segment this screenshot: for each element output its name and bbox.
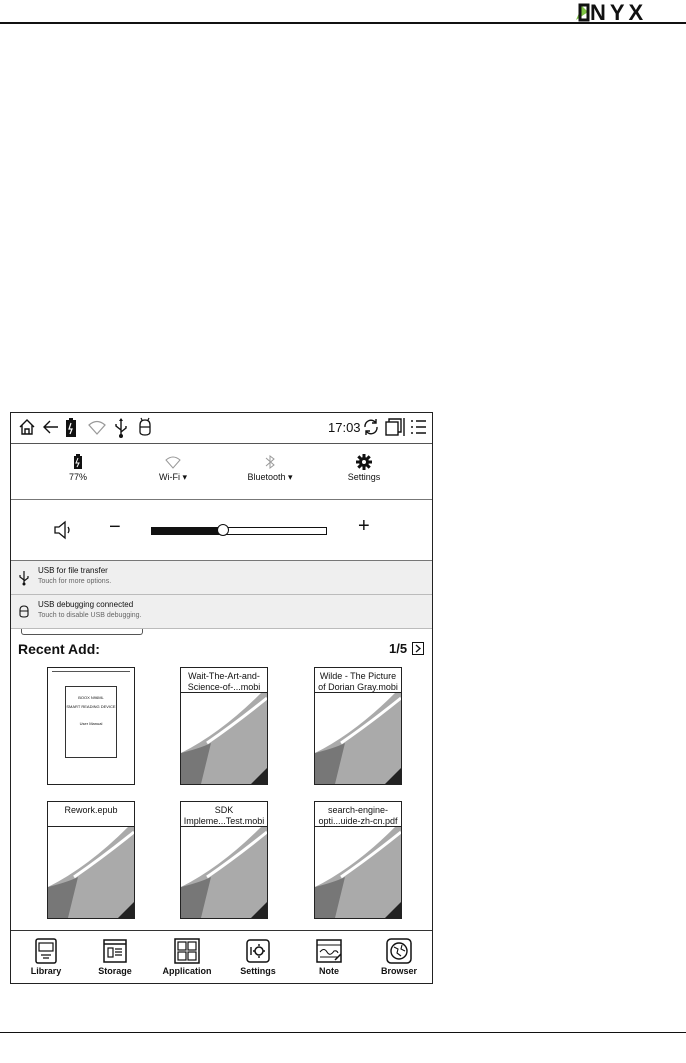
storage-icon xyxy=(101,937,129,965)
settings-icon xyxy=(244,937,272,965)
menu-icon[interactable] xyxy=(409,417,427,437)
android-debug-icon xyxy=(137,417,153,437)
settings-label: Settings xyxy=(347,472,381,482)
dock-label: Application xyxy=(162,966,212,976)
wifi-label: Wi-Fi ▾ xyxy=(158,472,187,482)
back-icon[interactable] xyxy=(41,417,61,437)
header-rule xyxy=(0,22,686,24)
dock-label: Settings xyxy=(240,966,276,976)
cover-line: User Manual xyxy=(79,721,103,726)
speaker-icon xyxy=(53,520,75,540)
dock-library[interactable] xyxy=(11,931,81,984)
volume-knob[interactable] xyxy=(217,524,229,536)
volume-slider[interactable] xyxy=(151,527,327,535)
dock-application[interactable] xyxy=(152,931,222,984)
application-icon xyxy=(173,937,201,965)
book-title: Rework.epub xyxy=(64,805,118,815)
default-cover-art xyxy=(181,693,267,784)
quick-settings-button[interactable] xyxy=(314,444,414,499)
notification-usb[interactable] xyxy=(11,561,432,595)
page-indicator: 1/5 xyxy=(389,641,408,656)
footer-rule xyxy=(0,1032,686,1033)
gear-icon xyxy=(356,454,372,470)
book-item[interactable] xyxy=(314,667,402,785)
onyx-logo xyxy=(574,0,686,22)
quick-battery xyxy=(28,444,128,499)
dock-label: Library xyxy=(30,966,62,976)
next-page-icon[interactable] xyxy=(412,642,424,655)
volume-minus[interactable]: − xyxy=(109,516,121,538)
book-item[interactable] xyxy=(314,801,402,919)
cover-rule xyxy=(52,671,130,672)
browser-icon xyxy=(385,937,413,965)
book-item[interactable] xyxy=(47,801,135,919)
dock-note[interactable] xyxy=(294,931,364,984)
device-screen xyxy=(10,412,433,984)
book-title: Wait-The-Art-and-Science-of-...mobi xyxy=(187,671,261,692)
notification-handle[interactable] xyxy=(21,629,143,635)
dock-settings[interactable] xyxy=(223,931,293,984)
notification-title: USB debugging connected xyxy=(38,600,134,609)
quick-settings xyxy=(11,444,432,500)
default-cover-art xyxy=(48,827,134,918)
clock: 17:03 xyxy=(328,420,361,435)
notification-debug[interactable] xyxy=(11,595,432,629)
notification-title: USB for file transfer xyxy=(38,566,108,575)
battery-icon xyxy=(73,454,83,470)
android-debug-icon xyxy=(18,604,30,618)
default-cover-art xyxy=(315,827,401,918)
volume-fill xyxy=(152,528,222,534)
volume-panel xyxy=(11,500,432,561)
book-item[interactable] xyxy=(47,667,135,785)
recent-title: Recent Add: xyxy=(18,641,100,657)
book-title: SDK Impleme...Test.mobi xyxy=(183,805,265,826)
note-icon xyxy=(315,937,343,965)
dock-label: Storage xyxy=(98,966,132,976)
home-icon[interactable] xyxy=(17,417,37,437)
book-title: search-engine-opti...uide-zh-cn.pdf xyxy=(318,805,398,826)
usb-icon xyxy=(18,570,30,586)
refresh-icon[interactable] xyxy=(361,417,381,437)
dock-label: Note xyxy=(319,966,339,976)
library-icon xyxy=(32,937,60,965)
default-cover-art xyxy=(315,693,401,784)
dock-browser[interactable] xyxy=(364,931,433,984)
wifi-icon xyxy=(165,454,181,470)
multitask-icon[interactable] xyxy=(384,417,406,437)
dock-storage[interactable] xyxy=(80,931,150,984)
bluetooth-label: Bluetooth ▾ xyxy=(247,472,293,482)
book-item[interactable] xyxy=(180,801,268,919)
bluetooth-icon xyxy=(264,454,276,470)
notification-subtitle: Touch for more options. xyxy=(38,578,112,585)
cover-line: SMART READING DEVICE xyxy=(66,704,116,709)
cover-line: BOOX N96ML xyxy=(78,695,104,700)
quick-wifi[interactable] xyxy=(123,444,223,499)
volume-plus[interactable]: + xyxy=(358,515,370,537)
usb-icon xyxy=(113,417,129,439)
manual-cover xyxy=(65,686,117,758)
book-item[interactable] xyxy=(180,667,268,785)
quick-bluetooth[interactable] xyxy=(220,444,320,499)
default-cover-art xyxy=(181,827,267,918)
svg-text:NYX: NYX xyxy=(590,0,648,22)
recent-header xyxy=(11,636,432,662)
dock-label: Browser xyxy=(380,966,417,976)
app-dock xyxy=(11,930,432,984)
battery-icon xyxy=(65,417,77,439)
book-title: Wilde - The Picture of Dorian Gray.mobi xyxy=(318,671,398,692)
wifi-icon xyxy=(87,417,107,437)
battery-label: 77% xyxy=(68,472,87,482)
status-bar xyxy=(11,413,432,444)
notification-subtitle: Touch to disable USB debugging. xyxy=(38,612,142,619)
